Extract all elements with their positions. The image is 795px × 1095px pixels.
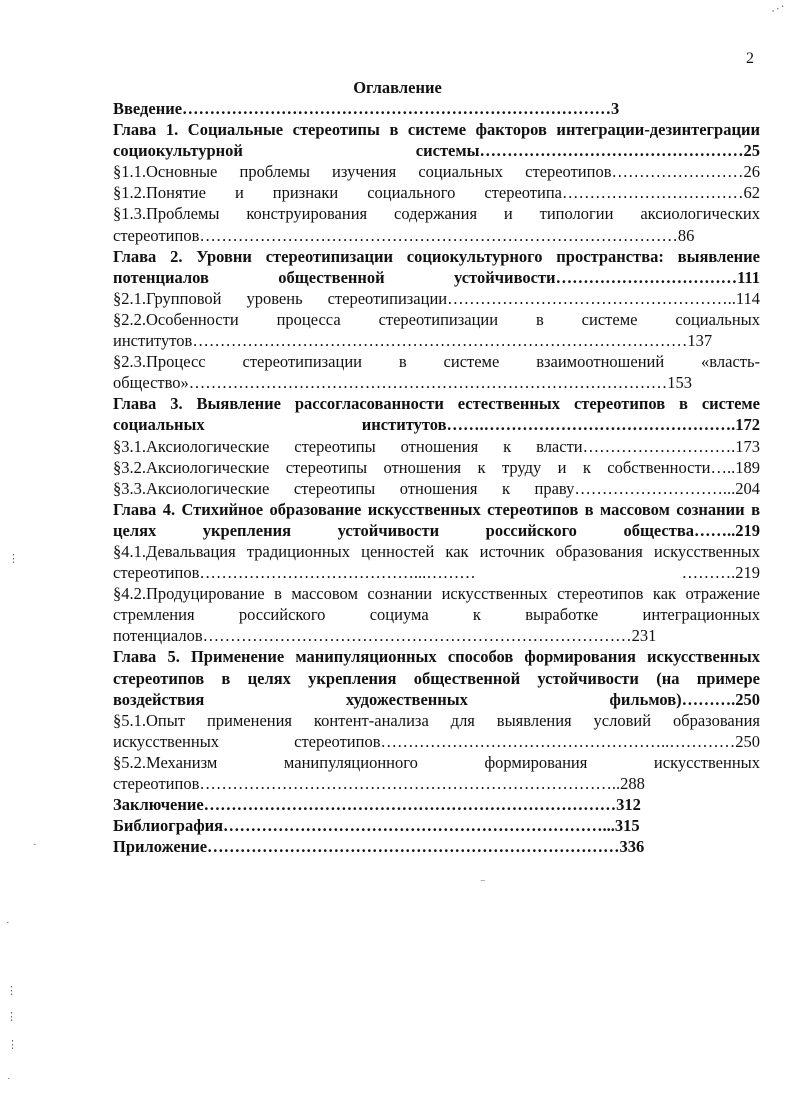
toc-entry-page-number: 137 (687, 331, 713, 351)
toc-chapter-entry (113, 646, 760, 709)
toc-entry-page-number: 26 (743, 162, 760, 182)
toc-section-entry (113, 351, 760, 393)
toc-entry-page-number: 219 (735, 563, 760, 583)
toc-chapter-entry (113, 246, 760, 288)
toc-entry-leader: ………………………. (582, 436, 736, 456)
toc-entry-title: §5.2.Механизм манипуляционного формирования искусственных стереотипов (113, 752, 760, 793)
toc-section-entry (113, 457, 760, 478)
toc-entry-page-number: 153 (667, 373, 693, 393)
toc-chapter-entry (113, 98, 753, 119)
scan-artifact: ⋰ (770, 1, 785, 17)
toc-section-entry (113, 436, 760, 457)
toc-entry-leader: ……………………………………………..………… (380, 731, 736, 751)
scan-artifact: ⋮ (7, 1039, 18, 1051)
toc-section-entry (113, 583, 760, 646)
scan-artifact: · (6, 917, 10, 929)
toc-entry-leader: …………………………………………………………………………… (199, 225, 678, 245)
toc-entry-title: §1.1.Основные проблемы изучения социальных стереотипов (113, 162, 612, 182)
toc-entry-title: §2.3.Процесс стереотипизации в системе взаимоотношений «власть-общество» (113, 352, 760, 393)
toc-entry-leader: …………………………………………………………………… (182, 99, 612, 118)
toc-entry-title: Приложение (113, 837, 208, 857)
toc-entry-leader: …………………………………………….. (447, 288, 736, 308)
page-title: Оглавление (353, 78, 442, 97)
toc-entry-leader: …………………………………………………………………………… (188, 373, 668, 393)
toc-entry-title: §4.1.Девальвация традиционных ценностей как источник образования искусственных стереотипов (113, 541, 760, 583)
toc-entry-leader: …………………………… (562, 183, 744, 203)
toc-entry-title: §3.2.Аксиологические стереотипы отношения к труду и к собственности (113, 457, 711, 477)
toc-entry-title: Библиография (113, 816, 224, 836)
toc-entry-leader: ………………………………………… (479, 141, 744, 161)
toc-entry-title: Глава 2. Уровни стереотипизации социокультурного пространства: выявление потенциалов общественной устойчивости (113, 246, 760, 287)
toc-entry-page-number: 219 (735, 520, 760, 540)
toc-entry-title: Глава 1. Социальные стереотипы в системе факторов интеграции-дезинтеграции социокультурной системы (113, 120, 760, 161)
toc-section-entry (113, 203, 760, 245)
toc-section-entry (113, 710, 760, 752)
toc-entry-leader: …………………………… (555, 267, 738, 287)
toc-entry-leader: ………………………………………………………………….. (199, 774, 621, 793)
scan-artifact: · (7, 1073, 11, 1085)
toc-entry-leader: …………………………………...……… ………. (199, 563, 736, 583)
toc-entry-page-number: 288 (620, 774, 645, 793)
toc-entry-page-number: 25 (743, 141, 760, 161)
toc-section-entry (113, 288, 760, 309)
scan-artifact: ⋮ (6, 1011, 17, 1023)
page-number: 2 (746, 50, 754, 67)
toc-entry-page-number: 250 (735, 689, 760, 709)
toc-chapter-entry (113, 499, 760, 541)
toc-section-entry (113, 161, 760, 182)
toc-entry-leader: ….. (710, 457, 736, 477)
toc-entry-title: Глава 4. Стихийное образование искусственных стереотипов в массовом сознании в целях укрепления устойчивости российского общества (113, 499, 760, 540)
toc-entry-page-number: 86 (677, 225, 695, 245)
toc-chapter-entry (113, 393, 760, 435)
toc-entry-title: §4.2.Продуцирование в массовом сознании искусственных стереотипов как отражение стремления российского социума к выработке интеграционных потенциалов (113, 584, 760, 646)
toc-entry-leader: ………………………………………………………………… (203, 795, 617, 815)
toc-section-entry (113, 541, 760, 583)
toc-entry-title: §2.1.Групповой уровень стереотипизации (113, 288, 448, 308)
toc-entry-title: Глава 3. Выявление рассогласованности естественных стереотипов в системе социальных институтов (113, 394, 760, 435)
toc-entry-title: §3.3.Аксиологические стереотипы отношения к праву (113, 478, 575, 498)
scan-artifact: ⁻ (480, 877, 486, 889)
scan-artifact: ⋮ (8, 553, 19, 565)
toc-entry-leader: ……………………………………………………………... (223, 816, 615, 836)
toc-entry-leader: …………………………………………………………………… (202, 626, 632, 646)
toc-entry-page-number: 111 (737, 267, 760, 287)
toc-entry-leader: …….………………………………………. (446, 415, 736, 435)
toc-section-entry (113, 182, 760, 203)
toc-chapter-entry (113, 836, 760, 857)
toc-entry-page-number: 315 (614, 816, 640, 836)
toc-entry-title: Введение (113, 99, 183, 118)
toc-entry-leader: …………………… (611, 162, 744, 182)
toc-entry-page-number: 336 (619, 837, 645, 857)
toc-entry-page-number: 231 (631, 626, 657, 646)
toc-chapter-entry (113, 815, 760, 836)
toc-entry-page-number: 189 (735, 457, 760, 477)
scan-artifact: · (33, 839, 37, 851)
toc-entry-title: §3.1.Аксиологические стереотипы отношения к власти (113, 436, 583, 456)
toc-entry-page-number: 204 (735, 478, 760, 498)
toc-entry-page-number: 172 (735, 415, 760, 435)
scan-artifact: ⋮ (6, 985, 17, 997)
toc-entry-page-number: 3 (611, 99, 620, 118)
toc-entry-page-number: 114 (735, 288, 760, 308)
toc-entry-leader: …….. (694, 520, 736, 540)
toc-chapter-entry (113, 119, 760, 161)
toc-entry-page-number: 62 (743, 183, 760, 203)
toc-entry-page-number: 250 (735, 731, 760, 751)
toc-entry-title: §1.3.Проблемы конструирования содержания и типологии аксиологических стереотипов (113, 204, 760, 245)
toc-entry-title: Заключение (113, 795, 204, 815)
toc-entry-page-number: 173 (735, 436, 760, 456)
toc-entry-title: §5.1.Опыт применения контент-анализа для выявления условий образования искусственных стереотипов (113, 710, 760, 751)
toc-entry-title: §1.2.Понятие и признаки социального стереотипа (113, 183, 562, 203)
toc-entry-leader: ………. (681, 689, 736, 709)
toc-section-entry (113, 752, 760, 794)
toc-chapter-entry (113, 794, 760, 815)
toc-entry-leader: ……………………………………………………………………………… (192, 331, 688, 351)
toc-entry-leader: ………………………... (574, 478, 736, 498)
toc-section-entry (113, 309, 760, 351)
toc-section-entry (113, 478, 760, 499)
toc-entry-leader: ………………………………………………………………… (207, 837, 620, 857)
toc-entry-title: Глава 5. Применение манипуляционных способов формирования искусственных стереотипов в целях укрепления общественной устойчивости (на примере воздействия художественных фильмов) (113, 647, 760, 709)
toc-entry-page-number: 312 (616, 795, 641, 815)
toc-entry-title: §2.2.Особенности процесса стереотипизации в системе социальных институтов (113, 309, 760, 351)
table-of-contents (113, 98, 760, 857)
